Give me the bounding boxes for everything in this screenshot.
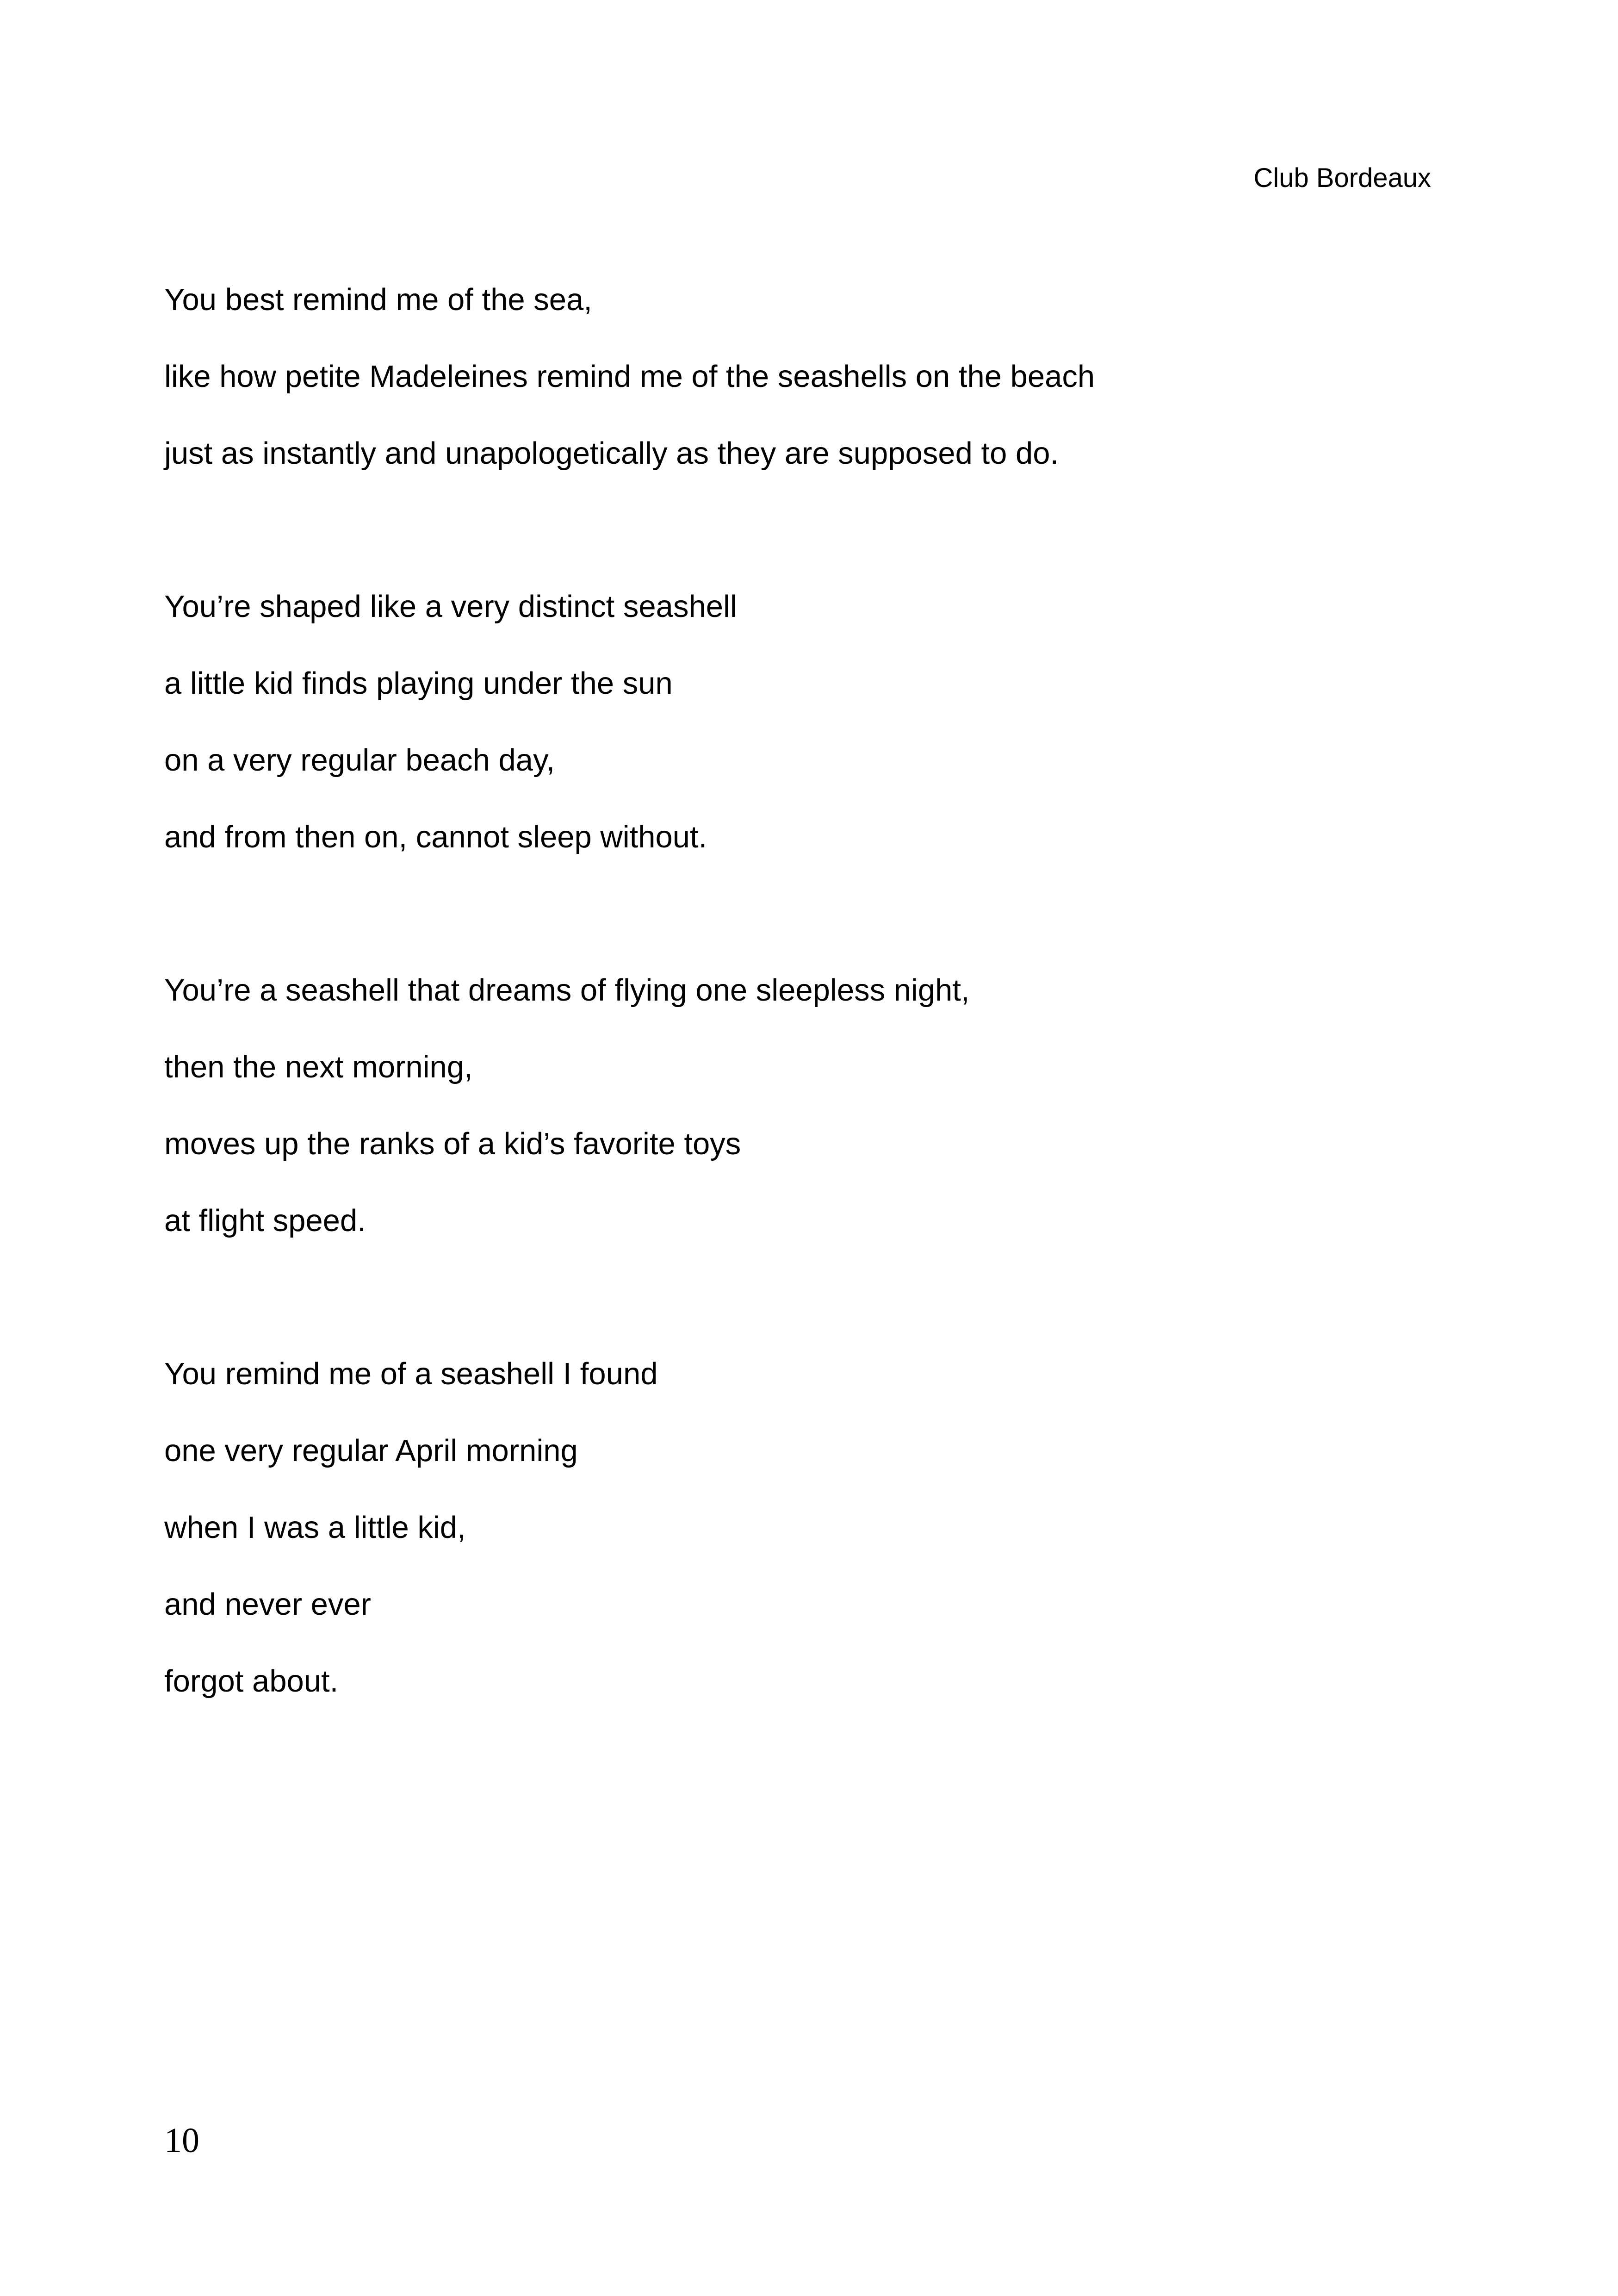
poem-line: a little kid finds playing under the sun xyxy=(164,666,673,701)
running-header: Club Bordeaux xyxy=(1253,163,1431,193)
stanza-2 xyxy=(164,585,1460,892)
poem-line: You’re a seashell that dreams of flying one sleepless night, xyxy=(164,973,970,1008)
stanza-3 xyxy=(164,968,1460,1276)
poem-line: forgot about. xyxy=(164,1664,339,1699)
poem-line: You’re shaped like a very distinct seashell xyxy=(164,589,737,624)
poem-line: You remind me of a seashell I found xyxy=(164,1356,658,1391)
stanza-1 xyxy=(164,278,1460,508)
poem-line: one very regular April morning xyxy=(164,1433,578,1468)
poem-line: just as instantly and unapologetically as they are supposed to do. xyxy=(164,436,1059,471)
stanza-4 xyxy=(164,1352,1460,1736)
poem-line: at flight speed. xyxy=(164,1203,366,1238)
poem-line: then the next morning, xyxy=(164,1050,473,1084)
poem-line: moves up the ranks of a kid’s favorite toys xyxy=(164,1126,741,1161)
poem-body xyxy=(164,278,1460,1812)
page-number: 10 xyxy=(164,2121,199,2160)
poem-line: like how petite Madeleines remind me of the seashells on the beach xyxy=(164,359,1095,394)
poem-line: and never ever xyxy=(164,1587,371,1622)
poem-line: when I was a little kid, xyxy=(164,1510,466,1545)
poem-line: and from then on, cannot sleep without. xyxy=(164,820,707,854)
poem-line: on a very regular beach day, xyxy=(164,743,555,778)
poem-line: You best remind me of the sea, xyxy=(164,282,592,317)
